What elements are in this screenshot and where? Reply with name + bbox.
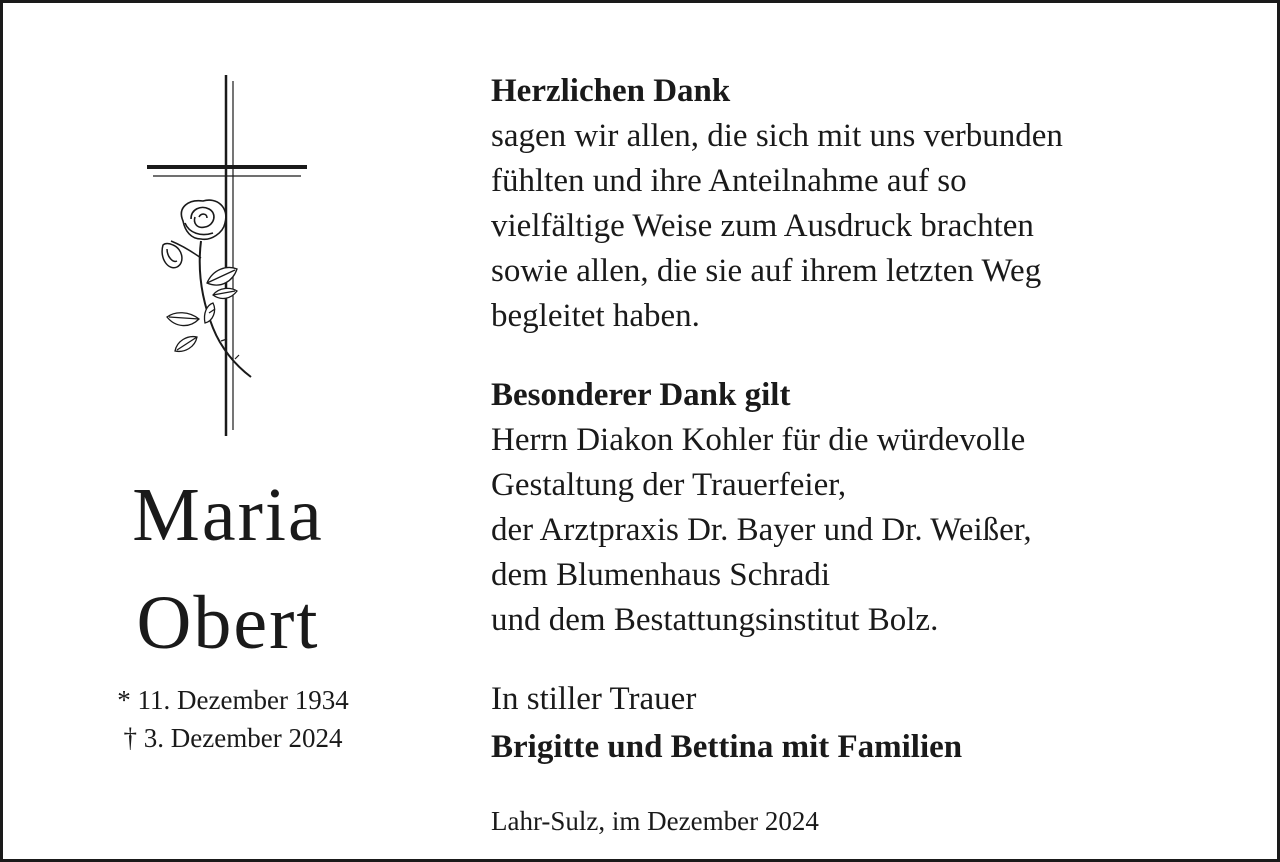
thanks-heading: Herzlichen Dank <box>491 73 731 109</box>
place-and-date: Lahr-Sulz, im Dezember 2024 <box>491 806 819 836</box>
special-thanks-line: und dem Bestattungsinstitut Bolz. <box>491 602 939 638</box>
deceased-last-name: Obert <box>136 581 320 665</box>
thanks-line: vielfältige Weise zum Ausdruck brachten <box>491 208 1034 244</box>
special-thanks-heading: Besonderer Dank gilt <box>491 377 791 413</box>
cross-with-rose-icon <box>143 73 313 438</box>
special-thanks-line: der Arztpraxis Dr. Bayer und Dr. Weißer, <box>491 512 1032 548</box>
special-thanks-line: dem Blumenhaus Schradi <box>491 557 831 593</box>
special-thanks-line: Herrn Diakon Kohler für die würdevolle <box>491 422 1026 458</box>
mourners-intro: In stiller Trauer <box>491 681 697 717</box>
thanks-line: sagen wir allen, die sich mit uns verbunden <box>491 118 1063 154</box>
deceased-first-name: Maria <box>132 473 324 557</box>
thanks-line: fühlten und ihre Anteilnahme auf so <box>491 163 967 199</box>
mourners-names: Brigitte und Bettina mit Familien <box>491 729 963 765</box>
thanks-line: begleitet haben. <box>491 298 700 334</box>
thanks-line: sowie allen, die sie auf ihrem letzten Weg <box>491 253 1042 289</box>
death-date: † 3. Dezember 2024 <box>123 723 343 753</box>
birth-date: * 11. Dezember 1934 <box>117 685 349 715</box>
special-thanks-line: Gestaltung der Trauerfeier, <box>491 467 847 503</box>
